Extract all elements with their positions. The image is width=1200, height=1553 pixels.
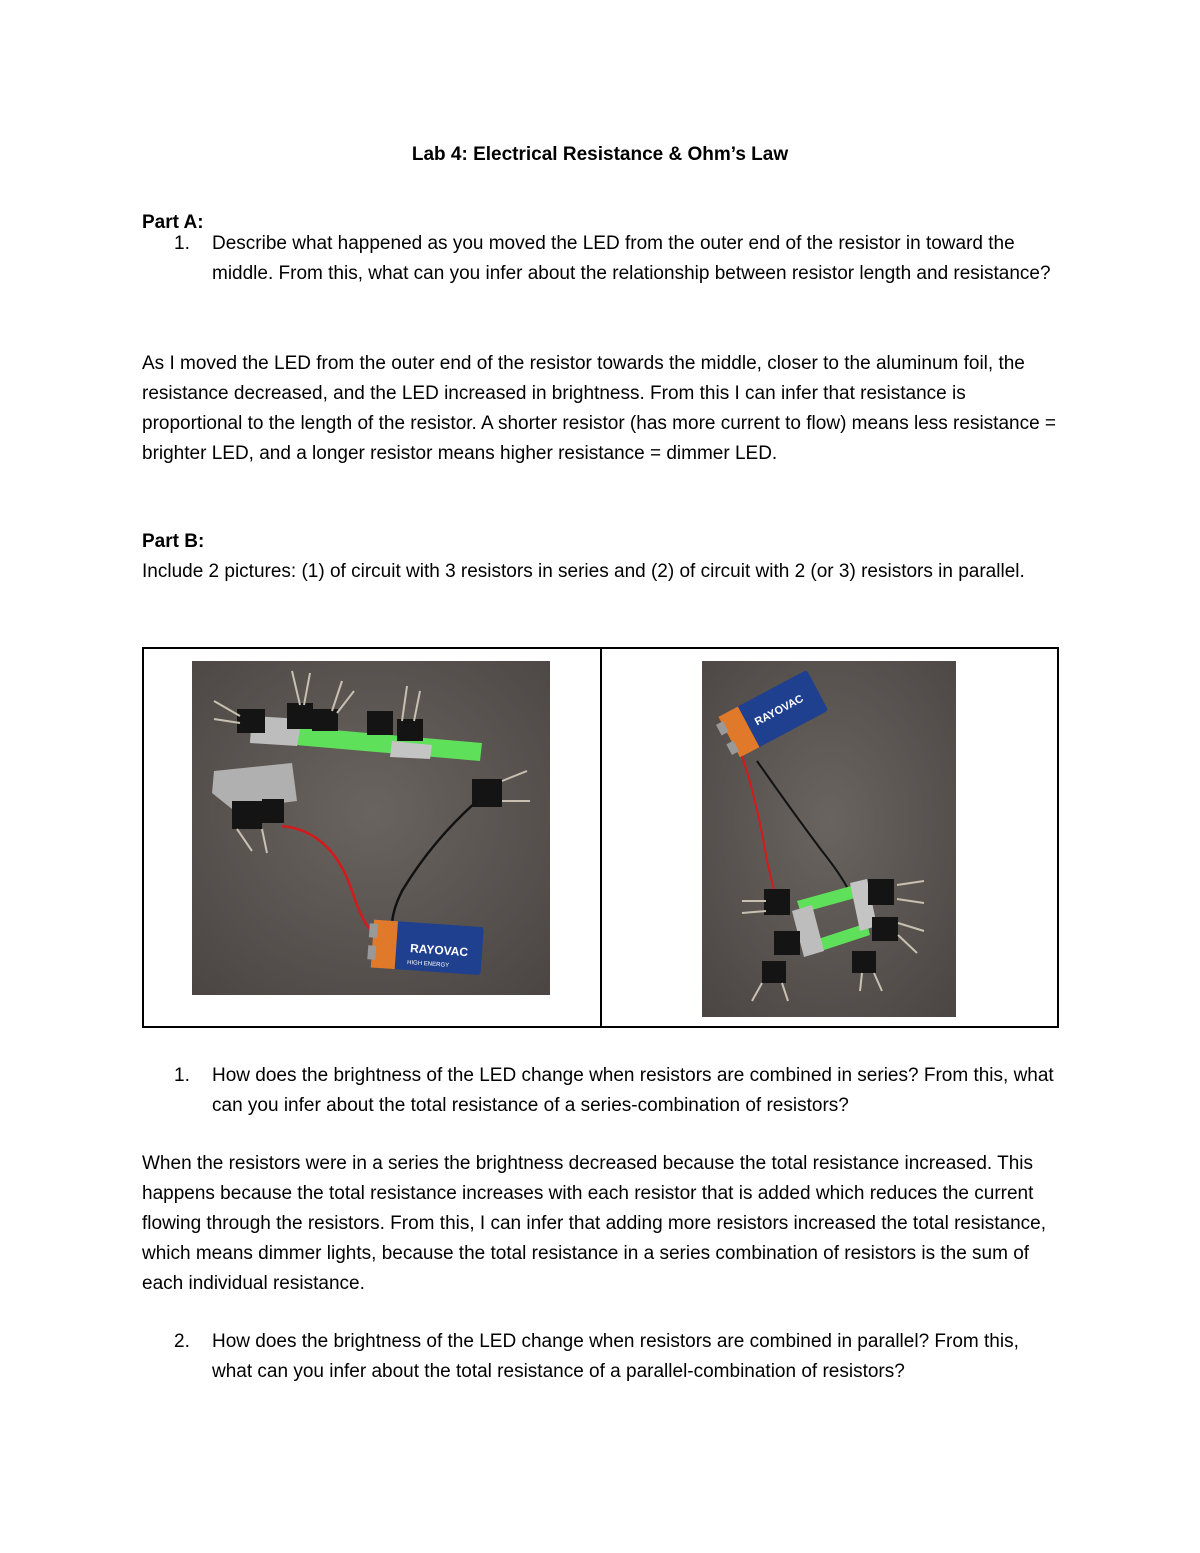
battery-subtext-label: HIGH ENERGY bbox=[406, 959, 450, 969]
page-title: Lab 4: Electrical Resistance & Ohm’s Law bbox=[411, 144, 789, 165]
part-a-heading: Part A: bbox=[142, 212, 204, 233]
part-a-answer: As I moved the LED from the outer end of the resistor towards the middle, closer to the aluminum foil, the resistance decreased, and the LED increased in brightness. From this I can infer that resistance is proportional to the length of the resistor. A shorter resistor (has more current to flow) means less resistance = brighter LED, and a longer resistor means higher resistance = dimmer LED. bbox=[142, 353, 1057, 464]
photo-cell-series bbox=[144, 649, 602, 1026]
question-number: 2. bbox=[174, 1331, 190, 1352]
part-b-heading: Part B: bbox=[142, 531, 205, 552]
parallel-circuit-photo bbox=[702, 661, 956, 1017]
question-text: How does the brightness of the LED change when resistors are combined in series? From this, what can you infer about the total resistance of a series-combination of resistors? bbox=[212, 1065, 1054, 1116]
question-number: 1. bbox=[174, 233, 190, 254]
part-b-question-1 bbox=[174, 1061, 1054, 1121]
series-circuit-photo bbox=[192, 661, 550, 995]
question-text: How does the brightness of the LED change when resistors are combined in parallel? From this, what can you infer about the total resistance of a parallel-combination of resistors? bbox=[212, 1331, 1019, 1382]
part-a-question-1 bbox=[174, 229, 1054, 289]
photo-table bbox=[142, 647, 1059, 1028]
question-number: 1. bbox=[174, 1065, 190, 1086]
part-b-instructions: Include 2 pictures: (1) of circuit with 3 resistors in series and (2) of circuit with 2 (or 3) resistors in parallel. bbox=[142, 561, 1025, 582]
battery-brand-label: RAYOVAC bbox=[409, 941, 469, 960]
battery-brand-label-2: RAYOVAC bbox=[752, 692, 806, 729]
question-text: Describe what happened as you moved the LED from the outer end of the resistor in toward the middle. From this, what can you infer about the relationship between resistor length and resistance? bbox=[212, 233, 1051, 284]
photo-cell-parallel bbox=[602, 649, 1057, 1026]
part-b-answer-1: When the resistors were in a series the brightness decreased because the total resistance increased. This happens because the total resistance increases with each resistor that is added which reduces the current flowing through the resistors. From this, I can infer that adding more resistors increased the total resistance, which means dimmer lights, because the total resistance in a series combination of resistors is the sum of each individual resistance. bbox=[142, 1153, 1046, 1294]
part-b-question-2 bbox=[174, 1327, 1054, 1387]
